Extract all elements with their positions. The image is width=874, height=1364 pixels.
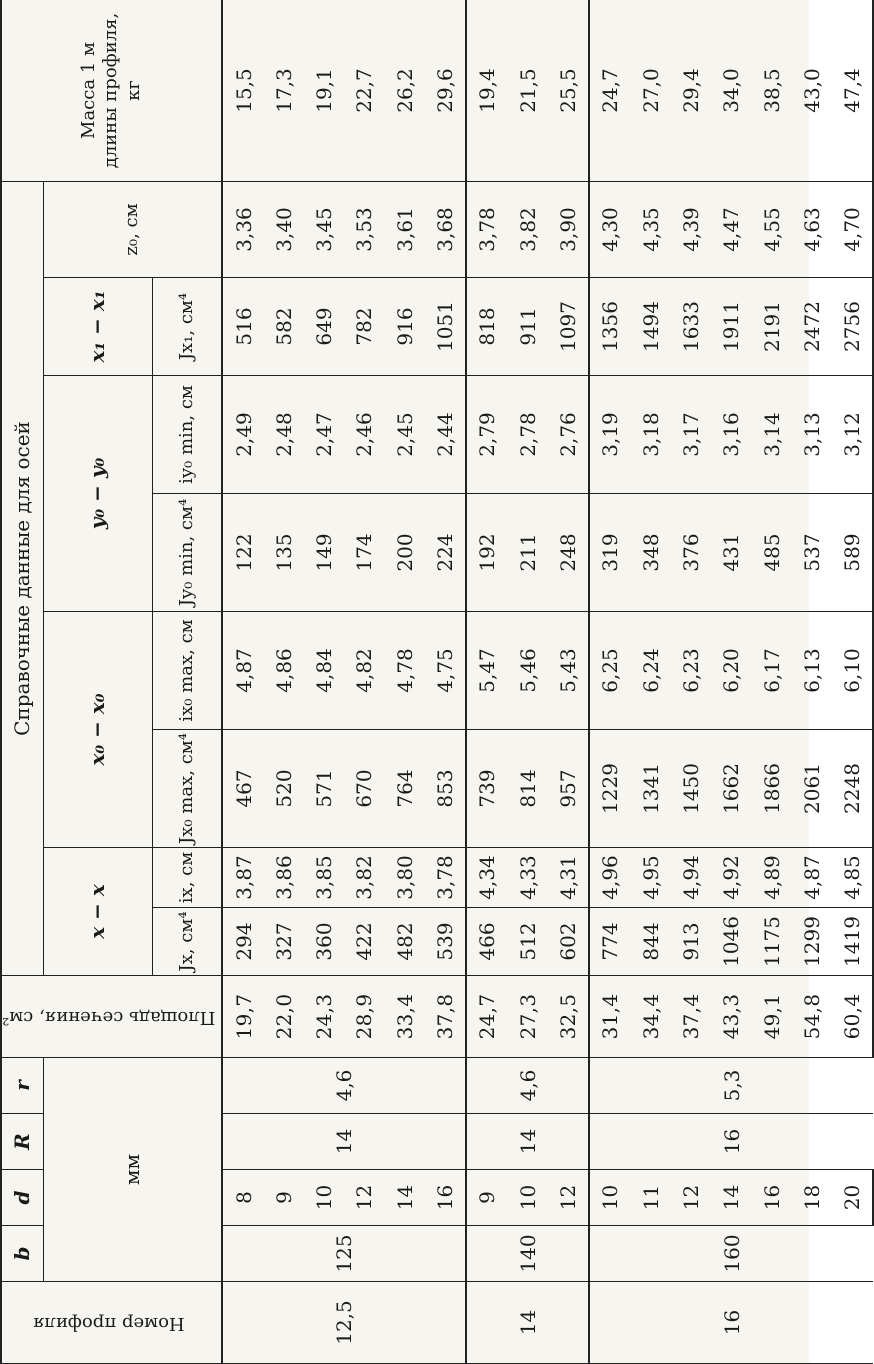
z0-cell: 4,63 [792,182,832,278]
Jy0-cell: 589 [832,494,873,612]
Jx0-cell: 670 [344,730,384,848]
table-body [222,0,873,1364]
r-cell: 4,6 [466,1058,589,1114]
z0-cell: 4,39 [671,182,711,278]
z0-cell: 3,82 [508,182,548,278]
ix0-cell: 4,86 [264,612,304,730]
Jx1-cell: 911 [508,278,548,376]
axis-y0-header: y₀ − y₀ [43,376,152,612]
b-header: b [1,1226,43,1282]
area-cell: 34,4 [631,976,671,1058]
mass-cell: 21,5 [508,0,548,182]
z0-cell: 4,55 [751,182,791,278]
ix-cell: 4,87 [792,848,832,908]
ix-cell: 4,85 [832,848,873,908]
reference-data-header: Справочные данные для осей [1,182,43,976]
Jx0-cell: 1450 [671,730,711,848]
area-cell: 24,7 [466,976,507,1058]
Jx1-cell: 2472 [792,278,832,376]
iy0-cell: 3,14 [751,376,791,494]
ix-cell: 4,34 [466,848,507,908]
Jx-cell: 539 [425,908,466,976]
Jx-cell: 844 [631,908,671,976]
area-cell: 49,1 [751,976,791,1058]
Jx0-header: Jx₀ max, см⁴ [152,730,222,848]
Jy0-cell: 224 [425,494,466,612]
ix0-header: ix₀ max, см [152,612,222,730]
Jx0-cell: 1229 [589,730,630,848]
z0-cell: 4,47 [711,182,751,278]
Jx-cell: 913 [671,908,711,976]
Jx1-cell: 1097 [548,278,589,376]
Jy0-cell: 122 [222,494,263,612]
Jx1-cell: 916 [385,278,425,376]
axis-x-header: x − x [43,848,152,976]
Jy0-cell: 211 [508,494,548,612]
d-cell: 10 [304,1170,344,1226]
Jx1-cell: 649 [304,278,344,376]
d-header: d [1,1170,43,1226]
d-cell: 18 [792,1170,832,1226]
iy0-cell: 2,76 [548,376,589,494]
area-cell: 31,4 [589,976,630,1058]
ix0-cell: 4,82 [344,612,384,730]
area-cell: 22,0 [264,976,304,1058]
area-cell: 28,9 [344,976,384,1058]
ix-cell: 3,85 [304,848,344,908]
Jx-cell: 512 [508,908,548,976]
z0-header: z₀, см [43,182,222,278]
area-cell: 24,3 [304,976,344,1058]
ix0-cell: 6,20 [711,612,751,730]
mass-cell: 25,5 [548,0,589,182]
iy0-cell: 3,13 [792,376,832,494]
Jx0-cell: 853 [425,730,466,848]
ix-cell: 4,31 [548,848,589,908]
mm-units-header: мм [43,1058,222,1282]
Jx0-cell: 520 [264,730,304,848]
ix-cell: 3,82 [344,848,384,908]
Jy0-cell: 431 [711,494,751,612]
Jx0-cell: 739 [466,730,507,848]
z0-cell: 3,40 [264,182,304,278]
area-cell: 43,3 [711,976,751,1058]
d-cell: 20 [832,1170,873,1226]
ix0-cell: 4,78 [385,612,425,730]
mass-header: Масса 1 м длины профиля, кг [1,0,222,182]
Jx1-cell: 582 [264,278,304,376]
area-cell: 37,8 [425,976,466,1058]
iy0-cell: 3,12 [832,376,873,494]
mass-cell: 22,7 [344,0,384,182]
d-cell: 10 [508,1170,548,1226]
ix-cell: 3,86 [264,848,304,908]
r-cell: 4,6 [222,1058,466,1114]
mass-cell: 17,3 [264,0,304,182]
d-cell: 12 [344,1170,384,1226]
ix-cell: 3,80 [385,848,425,908]
Jy0-cell: 174 [344,494,384,612]
d-cell: 12 [548,1170,589,1226]
z0-cell: 3,45 [304,182,344,278]
Jy0-cell: 135 [264,494,304,612]
d-cell: 9 [264,1170,304,1226]
table-row [466,0,507,1364]
table-header [1,0,222,1364]
ix-header: ix, см [152,848,222,908]
Jx-cell: 294 [222,908,263,976]
axis-x0-header: x₀ − x₀ [43,612,152,848]
Jy0-cell: 192 [466,494,507,612]
d-cell: 16 [425,1170,466,1226]
Jx-cell: 1046 [711,908,751,976]
iy0-header: iy₀ min, см [152,376,222,494]
Jx1-cell: 1051 [425,278,466,376]
ix-cell: 3,87 [222,848,263,908]
b-cell: 125 [222,1226,466,1282]
ix0-cell: 6,13 [792,612,832,730]
mass-cell: 15,5 [222,0,263,182]
table-row [222,0,263,1364]
table-row [589,0,630,1364]
ix-cell: 3,78 [425,848,466,908]
mass-cell: 43,0 [792,0,832,182]
iy0-cell: 2,46 [344,376,384,494]
d-cell: 12 [671,1170,711,1226]
Jx1-cell: 2756 [832,278,873,376]
ix-cell: 4,94 [671,848,711,908]
ix0-cell: 4,84 [304,612,344,730]
mass-cell: 27,0 [631,0,671,182]
d-cell: 10 [589,1170,630,1226]
z0-cell: 3,53 [344,182,384,278]
Jx0-cell: 1662 [711,730,751,848]
area-cell: 19,7 [222,976,263,1058]
d-cell: 14 [385,1170,425,1226]
b-cell: 140 [466,1226,589,1282]
mass-cell: 38,5 [751,0,791,182]
Jy0-cell: 376 [671,494,711,612]
z0-cell: 4,70 [832,182,873,278]
ix-cell: 4,89 [751,848,791,908]
Jx-cell: 1175 [751,908,791,976]
ix-cell: 4,33 [508,848,548,908]
iy0-cell: 2,45 [385,376,425,494]
Jx-cell: 327 [264,908,304,976]
Jx-cell: 422 [344,908,384,976]
ix0-cell: 6,17 [751,612,791,730]
Jy0-cell: 248 [548,494,589,612]
Jx0-cell: 571 [304,730,344,848]
ix-cell: 4,92 [711,848,751,908]
Jx-cell: 1299 [792,908,832,976]
area-cell: 32,5 [548,976,589,1058]
R-header: R [1,1114,43,1170]
Jy0-cell: 537 [792,494,832,612]
iy0-cell: 2,47 [304,376,344,494]
z0-cell: 3,36 [222,182,263,278]
profile-number-cell: 14 [466,1282,589,1364]
mass-cell: 19,1 [304,0,344,182]
ix-cell: 4,96 [589,848,630,908]
R-cell: 14 [466,1114,589,1170]
profile-number-cell: 16 [589,1282,873,1364]
ix0-cell: 6,25 [589,612,630,730]
Jx1-header: Jx₁, см⁴ [152,278,222,376]
Jy0-cell: 149 [304,494,344,612]
b-cell: 160 [589,1226,873,1282]
iy0-cell: 2,44 [425,376,466,494]
d-cell: 9 [466,1170,507,1226]
axis-x1-header: x₁ − x₁ [43,278,152,376]
Jx1-cell: 1356 [589,278,630,376]
z0-cell: 3,78 [466,182,507,278]
profile-number-header: Номер профиля [1,1282,222,1364]
iy0-cell: 2,48 [264,376,304,494]
Jx0-cell: 764 [385,730,425,848]
d-cell: 14 [711,1170,751,1226]
Jx0-cell: 1866 [751,730,791,848]
mass-cell: 47,4 [832,0,873,182]
Jy0-cell: 319 [589,494,630,612]
Jx-cell: 360 [304,908,344,976]
mass-cell: 29,6 [425,0,466,182]
Jx0-cell: 957 [548,730,589,848]
ix0-cell: 5,43 [548,612,589,730]
r-header: r [1,1058,43,1114]
Jy0-cell: 200 [385,494,425,612]
iy0-cell: 2,49 [222,376,263,494]
iy0-cell: 3,18 [631,376,671,494]
z0-cell: 4,30 [589,182,630,278]
z0-cell: 3,68 [425,182,466,278]
Jx0-cell: 467 [222,730,263,848]
area-cell: 60,4 [832,976,873,1058]
R-cell: 16 [589,1114,873,1170]
mass-cell: 34,0 [711,0,751,182]
Jx1-cell: 818 [466,278,507,376]
z0-cell: 3,90 [548,182,589,278]
ix0-cell: 5,46 [508,612,548,730]
z0-cell: 3,61 [385,182,425,278]
area-cell: 54,8 [792,976,832,1058]
Jy0-cell: 348 [631,494,671,612]
Jx0-cell: 1341 [631,730,671,848]
d-cell: 8 [222,1170,263,1226]
Jy0-header: Jy₀ min, см⁴ [152,494,222,612]
Jx-cell: 602 [548,908,589,976]
Jx1-cell: 1911 [711,278,751,376]
ix0-cell: 6,23 [671,612,711,730]
Jx1-cell: 1633 [671,278,711,376]
iy0-cell: 3,19 [589,376,630,494]
iy0-cell: 2,79 [466,376,507,494]
d-cell: 11 [631,1170,671,1226]
Jx0-cell: 2248 [832,730,873,848]
profile-number-cell: 12,5 [222,1282,466,1364]
Jx1-cell: 1494 [631,278,671,376]
ix0-cell: 6,10 [832,612,873,730]
ix0-cell: 6,24 [631,612,671,730]
mass-cell: 29,4 [671,0,711,182]
Jx-cell: 1419 [832,908,873,976]
area-cell: 33,4 [385,976,425,1058]
mass-cell: 24,7 [589,0,630,182]
Jx-cell: 482 [385,908,425,976]
iy0-cell: 2,78 [508,376,548,494]
r-cell: 5,3 [589,1058,873,1114]
ix0-cell: 4,87 [222,612,263,730]
Jy0-cell: 485 [751,494,791,612]
area-cell: 27,3 [508,976,548,1058]
Jx-cell: 466 [466,908,507,976]
ix0-cell: 4,75 [425,612,466,730]
iy0-cell: 3,16 [711,376,751,494]
d-cell: 16 [751,1170,791,1226]
Jx0-cell: 2061 [792,730,832,848]
area-header: Площадь сечения, см² [1,976,222,1058]
Jx1-cell: 782 [344,278,384,376]
mass-cell: 19,4 [466,0,507,182]
Jx0-cell: 814 [508,730,548,848]
iy0-cell: 3,17 [671,376,711,494]
Jx1-cell: 2191 [751,278,791,376]
Jx-header: Jx, см⁴ [152,908,222,976]
Jx-cell: 774 [589,908,630,976]
ix0-cell: 5,47 [466,612,507,730]
Jx1-cell: 516 [222,278,263,376]
z0-cell: 4,35 [631,182,671,278]
mass-cell: 26,2 [385,0,425,182]
ix-cell: 4,95 [631,848,671,908]
area-cell: 37,4 [671,976,711,1058]
R-cell: 14 [222,1114,466,1170]
